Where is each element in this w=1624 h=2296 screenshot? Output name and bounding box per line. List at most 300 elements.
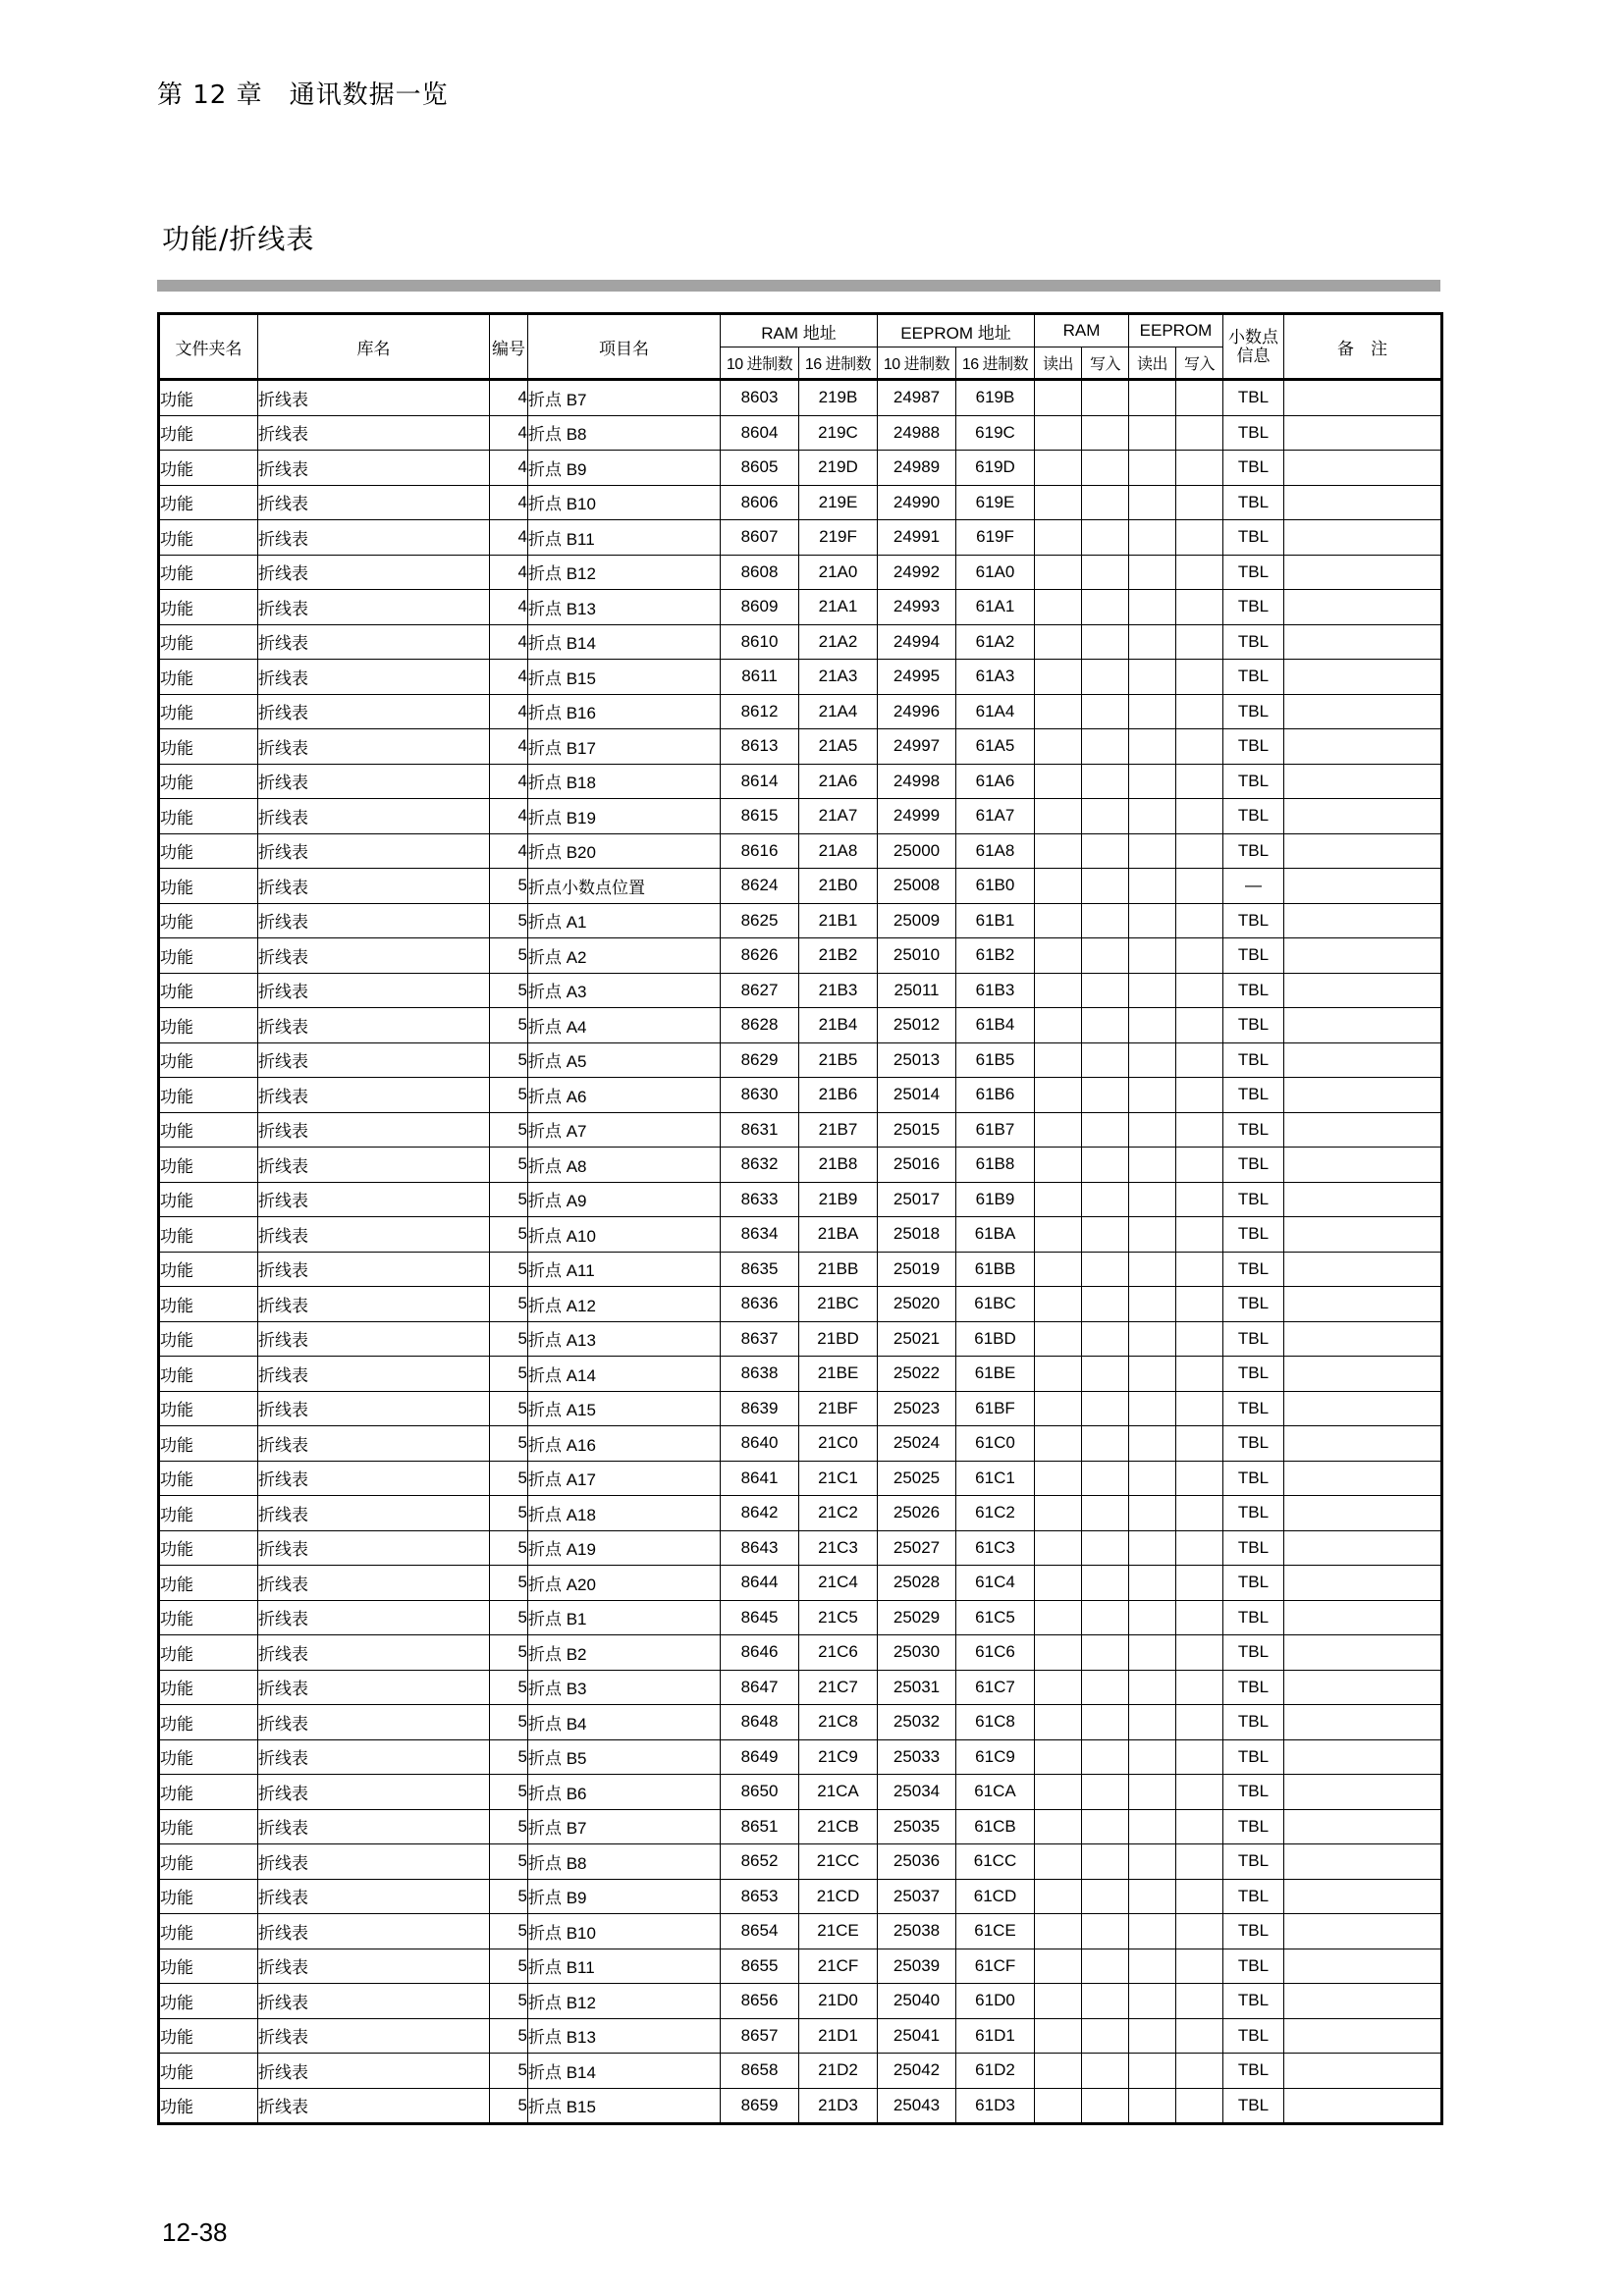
cell-ram-hex: 21D3 [799, 2088, 878, 2124]
cell-number: 5 [490, 1809, 528, 1844]
cell-eeprom-hex: 61BC [956, 1287, 1035, 1322]
cell-eeprom-hex: 61C7 [956, 1670, 1035, 1705]
cell-folder: 功能 [159, 1949, 258, 1984]
cell-ram-write [1082, 380, 1129, 416]
cell-number: 5 [490, 973, 528, 1008]
cell-item-name: 折点 B13 [528, 590, 721, 625]
cell-library: 折线表 [258, 451, 490, 486]
cell-decimal-info: TBL [1223, 1809, 1284, 1844]
cell-ram-hex: 21B0 [799, 869, 878, 904]
cell-eeprom-write [1176, 1844, 1223, 1880]
col-ram-address: RAM 地址 [721, 314, 878, 347]
cell-eeprom-dec: 25019 [878, 1252, 956, 1287]
cell-ram-write [1082, 590, 1129, 625]
cell-ram-read [1035, 1879, 1082, 1914]
cell-ram-dec: 8632 [721, 1148, 799, 1183]
cell-item-name: 折点 A5 [528, 1042, 721, 1078]
cell-eeprom-write [1176, 2054, 1223, 2089]
table-row [159, 869, 1442, 904]
cell-eeprom-read [1129, 1042, 1176, 1078]
table-row [159, 2088, 1442, 2124]
cell-eeprom-dec: 24992 [878, 555, 956, 590]
cell-eeprom-dec: 25028 [878, 1566, 956, 1601]
cell-library: 折线表 [258, 380, 490, 416]
cell-decimal-info: TBL [1223, 624, 1284, 660]
cell-eeprom-read [1129, 903, 1176, 938]
cell-ram-hex: 219E [799, 485, 878, 520]
cell-eeprom-write [1176, 1984, 1223, 2019]
cell-ram-write [1082, 520, 1129, 556]
cell-ram-read [1035, 1600, 1082, 1635]
cell-decimal-info: TBL [1223, 1252, 1284, 1287]
cell-decimal-info: TBL [1223, 1182, 1284, 1217]
cell-remarks [1284, 1008, 1442, 1043]
cell-eeprom-dec: 25011 [878, 973, 956, 1008]
cell-folder: 功能 [159, 1844, 258, 1880]
cell-folder: 功能 [159, 694, 258, 729]
cell-folder: 功能 [159, 1426, 258, 1462]
cell-decimal-info: TBL [1223, 451, 1284, 486]
cell-decimal-info: TBL [1223, 2018, 1284, 2054]
cell-eeprom-write [1176, 1461, 1223, 1496]
cell-eeprom-write [1176, 1879, 1223, 1914]
cell-library: 折线表 [258, 799, 490, 834]
cell-eeprom-dec: 25027 [878, 1530, 956, 1566]
cell-decimal-info: TBL [1223, 415, 1284, 451]
cell-item-name: 折点 B20 [528, 833, 721, 869]
cell-eeprom-write [1176, 1949, 1223, 1984]
cell-eeprom-read [1129, 799, 1176, 834]
cell-ram-write [1082, 555, 1129, 590]
cell-ram-read [1035, 2054, 1082, 2089]
cell-decimal-info: TBL [1223, 1775, 1284, 1810]
cell-eeprom-hex: 61CC [956, 1844, 1035, 1880]
cell-ram-read [1035, 1461, 1082, 1496]
cell-ram-read [1035, 1984, 1082, 2019]
cell-ram-dec: 8616 [721, 833, 799, 869]
cell-ram-dec: 8610 [721, 624, 799, 660]
cell-folder: 功能 [159, 2088, 258, 2124]
table-row [159, 1809, 1442, 1844]
cell-eeprom-dec: 24995 [878, 660, 956, 695]
cell-ram-hex: 21B7 [799, 1112, 878, 1148]
cell-library: 折线表 [258, 1879, 490, 1914]
cell-eeprom-read [1129, 451, 1176, 486]
cell-eeprom-dec: 24988 [878, 415, 956, 451]
cell-eeprom-read [1129, 938, 1176, 974]
cell-folder: 功能 [159, 485, 258, 520]
cell-eeprom-read [1129, 1635, 1176, 1671]
cell-ram-read [1035, 1705, 1082, 1740]
cell-library: 折线表 [258, 764, 490, 799]
cell-eeprom-write [1176, 1252, 1223, 1287]
cell-ram-dec: 8611 [721, 660, 799, 695]
table-row [159, 1600, 1442, 1635]
cell-number: 4 [490, 833, 528, 869]
cell-remarks [1284, 1809, 1442, 1844]
cell-item-name: 折点 B7 [528, 380, 721, 416]
col-decimal-info [1223, 314, 1284, 380]
col-eeprom-address: EEPROM 地址 [878, 314, 1035, 347]
cell-remarks [1284, 799, 1442, 834]
cell-folder: 功能 [159, 938, 258, 974]
cell-remarks [1284, 833, 1442, 869]
cell-eeprom-dec: 25033 [878, 1739, 956, 1775]
cell-remarks [1284, 520, 1442, 556]
cell-ram-write [1082, 938, 1129, 974]
cell-library: 折线表 [258, 1217, 490, 1253]
cell-library: 折线表 [258, 1252, 490, 1287]
cell-folder: 功能 [159, 833, 258, 869]
cell-decimal-info: TBL [1223, 1566, 1284, 1601]
cell-ram-dec: 8634 [721, 1217, 799, 1253]
col-number: 编号 [490, 314, 528, 380]
cell-eeprom-dec: 25020 [878, 1287, 956, 1322]
cell-ram-write [1082, 1078, 1129, 1113]
cell-number: 5 [490, 1357, 528, 1392]
table-row [159, 1914, 1442, 1949]
cell-ram-hex: 21CF [799, 1949, 878, 1984]
cell-item-name: 折点 A6 [528, 1078, 721, 1113]
table-row [159, 1949, 1442, 1984]
table-row [159, 555, 1442, 590]
cell-item-name: 折点 A1 [528, 903, 721, 938]
cell-eeprom-hex: 619E [956, 485, 1035, 520]
cell-ram-hex: 219C [799, 415, 878, 451]
cell-decimal-info: TBL [1223, 799, 1284, 834]
cell-eeprom-dec: 25035 [878, 1809, 956, 1844]
cell-eeprom-dec: 25032 [878, 1705, 956, 1740]
cell-eeprom-hex: 61CB [956, 1809, 1035, 1844]
cell-library: 折线表 [258, 1287, 490, 1322]
cell-folder: 功能 [159, 1008, 258, 1043]
cell-library: 折线表 [258, 1078, 490, 1113]
cell-folder: 功能 [159, 1287, 258, 1322]
cell-ram-hex: 219B [799, 380, 878, 416]
cell-number: 5 [490, 1879, 528, 1914]
cell-decimal-info: TBL [1223, 1287, 1284, 1322]
table-row [159, 973, 1442, 1008]
cell-item-name: 折点 A8 [528, 1148, 721, 1183]
cell-ram-hex: 21D1 [799, 2018, 878, 2054]
cell-remarks [1284, 694, 1442, 729]
cell-ram-dec: 8655 [721, 1949, 799, 1984]
cell-number: 5 [490, 1287, 528, 1322]
cell-number: 4 [490, 380, 528, 416]
cell-library: 折线表 [258, 1566, 490, 1601]
cell-eeprom-read [1129, 694, 1176, 729]
cell-decimal-info: TBL [1223, 660, 1284, 695]
cell-ram-read [1035, 1949, 1082, 1984]
cell-eeprom-read [1129, 2088, 1176, 2124]
cell-folder: 功能 [159, 1042, 258, 1078]
cell-library: 折线表 [258, 694, 490, 729]
cell-eeprom-write [1176, 694, 1223, 729]
cell-eeprom-dec: 25026 [878, 1496, 956, 1531]
cell-number: 4 [490, 729, 528, 765]
cell-ram-read [1035, 555, 1082, 590]
cell-ram-hex: 21B9 [799, 1182, 878, 1217]
cell-ram-dec: 8608 [721, 555, 799, 590]
cell-library: 折线表 [258, 1321, 490, 1357]
cell-eeprom-dec: 25021 [878, 1321, 956, 1357]
cell-ram-hex: 21C1 [799, 1461, 878, 1496]
cell-ram-hex: 21BC [799, 1287, 878, 1322]
cell-ram-write [1082, 1809, 1129, 1844]
cell-ram-hex: 21B8 [799, 1148, 878, 1183]
cell-item-name: 折点 B17 [528, 729, 721, 765]
cell-ram-hex: 21BA [799, 1217, 878, 1253]
cell-eeprom-hex: 61B5 [956, 1042, 1035, 1078]
table-row [159, 380, 1442, 416]
cell-ram-write [1082, 1635, 1129, 1671]
cell-library: 折线表 [258, 2018, 490, 2054]
cell-ram-read [1035, 1426, 1082, 1462]
cell-ram-write [1082, 1879, 1129, 1914]
cell-eeprom-dec: 25000 [878, 833, 956, 869]
cell-eeprom-hex: 61B3 [956, 973, 1035, 1008]
cell-ram-hex: 21BF [799, 1391, 878, 1426]
cell-ram-write [1082, 903, 1129, 938]
cell-ram-read [1035, 590, 1082, 625]
cell-folder: 功能 [159, 1078, 258, 1113]
cell-eeprom-hex: 61A1 [956, 590, 1035, 625]
cell-eeprom-read [1129, 729, 1176, 765]
cell-item-name: 折点 B3 [528, 1670, 721, 1705]
cell-eeprom-write [1176, 1775, 1223, 1810]
page-number: 12-38 [162, 2217, 228, 2247]
cell-eeprom-write [1176, 869, 1223, 904]
cell-decimal-info: TBL [1223, 1984, 1284, 2019]
cell-ram-read [1035, 1182, 1082, 1217]
cell-decimal-info: TBL [1223, 1008, 1284, 1043]
cell-item-name: 折点 B1 [528, 1600, 721, 1635]
cell-item-name: 折点 B11 [528, 520, 721, 556]
table-row [159, 1008, 1442, 1043]
table-row [159, 1635, 1442, 1671]
cell-ram-dec: 8658 [721, 2054, 799, 2089]
cell-eeprom-write [1176, 660, 1223, 695]
cell-folder: 功能 [159, 1112, 258, 1148]
cell-eeprom-hex: 61C3 [956, 1530, 1035, 1566]
cell-number: 5 [490, 1182, 528, 1217]
table-row [159, 1739, 1442, 1775]
cell-folder: 功能 [159, 1984, 258, 2019]
cell-eeprom-read [1129, 1391, 1176, 1426]
cell-eeprom-write [1176, 1496, 1223, 1531]
cell-item-name: 折点 A19 [528, 1530, 721, 1566]
cell-decimal-info: TBL [1223, 380, 1284, 416]
cell-ram-write [1082, 2088, 1129, 2124]
cell-eeprom-dec: 25043 [878, 2088, 956, 2124]
cell-eeprom-read [1129, 555, 1176, 590]
cell-eeprom-dec: 24990 [878, 485, 956, 520]
col-ram-dec: 10 进制数 [721, 347, 799, 380]
cell-ram-read [1035, 1357, 1082, 1392]
cell-ram-hex: 21C7 [799, 1670, 878, 1705]
cell-ram-dec: 8642 [721, 1496, 799, 1531]
cell-eeprom-dec: 25036 [878, 1844, 956, 1880]
cell-number: 4 [490, 624, 528, 660]
cell-remarks [1284, 2018, 1442, 2054]
cell-ram-read [1035, 1566, 1082, 1601]
cell-number: 5 [490, 1739, 528, 1775]
cell-remarks [1284, 764, 1442, 799]
table-header [159, 314, 1442, 380]
cell-eeprom-hex: 61A7 [956, 799, 1035, 834]
cell-ram-read [1035, 1042, 1082, 1078]
cell-ram-read [1035, 1775, 1082, 1810]
cell-decimal-info: TBL [1223, 1391, 1284, 1426]
cell-library: 折线表 [258, 1984, 490, 2019]
cell-eeprom-write [1176, 973, 1223, 1008]
cell-folder: 功能 [159, 520, 258, 556]
table-row [159, 415, 1442, 451]
cell-eeprom-write [1176, 1530, 1223, 1566]
cell-ram-write [1082, 1217, 1129, 1253]
table-row [159, 1426, 1442, 1462]
cell-eeprom-hex: 61CD [956, 1879, 1035, 1914]
cell-ram-write [1082, 1461, 1129, 1496]
cell-eeprom-write [1176, 1321, 1223, 1357]
cell-ram-dec: 8609 [721, 590, 799, 625]
communication-data-table [157, 312, 1443, 2125]
cell-folder: 功能 [159, 555, 258, 590]
cell-remarks [1284, 1984, 1442, 2019]
cell-eeprom-write [1176, 555, 1223, 590]
cell-number: 5 [490, 1252, 528, 1287]
cell-decimal-info: — [1223, 869, 1284, 904]
cell-library: 折线表 [258, 729, 490, 765]
cell-ram-read [1035, 1252, 1082, 1287]
cell-number: 5 [490, 2088, 528, 2124]
cell-decimal-info: TBL [1223, 1357, 1284, 1392]
cell-library: 折线表 [258, 1739, 490, 1775]
cell-ram-read [1035, 1496, 1082, 1531]
table-row [159, 660, 1442, 695]
chapter-heading: 第 12 章 通讯数据一览 [157, 80, 449, 110]
cell-ram-read [1035, 1148, 1082, 1183]
cell-number: 5 [490, 1775, 528, 1810]
cell-item-name: 折点 B12 [528, 1984, 721, 2019]
cell-eeprom-dec: 25008 [878, 869, 956, 904]
cell-eeprom-write [1176, 1078, 1223, 1113]
cell-folder: 功能 [159, 1391, 258, 1426]
col-eeprom: EEPROM [1129, 314, 1223, 347]
cell-ram-write [1082, 1042, 1129, 1078]
cell-eeprom-write [1176, 1042, 1223, 1078]
cell-eeprom-dec: 25037 [878, 1879, 956, 1914]
col-decimal-info-line1: 小数点 [1228, 328, 1278, 347]
cell-eeprom-read [1129, 380, 1176, 416]
cell-folder: 功能 [159, 1357, 258, 1392]
cell-eeprom-read [1129, 1461, 1176, 1496]
cell-eeprom-dec: 25025 [878, 1461, 956, 1496]
cell-eeprom-read [1129, 833, 1176, 869]
cell-ram-dec: 8653 [721, 1879, 799, 1914]
cell-ram-hex: 21A3 [799, 660, 878, 695]
cell-eeprom-dec: 25023 [878, 1391, 956, 1426]
cell-library: 折线表 [258, 1775, 490, 1810]
cell-library: 折线表 [258, 415, 490, 451]
cell-library: 折线表 [258, 1426, 490, 1462]
cell-ram-read [1035, 799, 1082, 834]
cell-number: 5 [490, 869, 528, 904]
cell-number: 4 [490, 415, 528, 451]
cell-ram-write [1082, 1844, 1129, 1880]
cell-ram-write [1082, 451, 1129, 486]
cell-ram-dec: 8630 [721, 1078, 799, 1113]
cell-number: 4 [490, 764, 528, 799]
cell-eeprom-read [1129, 1078, 1176, 1113]
table-row [159, 1182, 1442, 1217]
cell-eeprom-write [1176, 1391, 1223, 1426]
cell-ram-dec: 8645 [721, 1600, 799, 1635]
cell-item-name: 折点 A14 [528, 1357, 721, 1392]
cell-ram-read [1035, 380, 1082, 416]
cell-number: 5 [490, 1530, 528, 1566]
cell-library: 折线表 [258, 1914, 490, 1949]
cell-ram-read [1035, 1321, 1082, 1357]
cell-ram-write [1082, 485, 1129, 520]
cell-remarks [1284, 1775, 1442, 1810]
cell-folder: 功能 [159, 1182, 258, 1217]
cell-number: 4 [490, 590, 528, 625]
cell-library: 折线表 [258, 1670, 490, 1705]
cell-folder: 功能 [159, 1566, 258, 1601]
cell-number: 5 [490, 1984, 528, 2019]
col-eeprom-dec: 10 进制数 [878, 347, 956, 380]
cell-eeprom-hex: 61C5 [956, 1600, 1035, 1635]
table-row [159, 1844, 1442, 1880]
cell-folder: 功能 [159, 2018, 258, 2054]
cell-item-name: 折点 A7 [528, 1112, 721, 1148]
cell-remarks [1284, 1042, 1442, 1078]
cell-eeprom-read [1129, 520, 1176, 556]
cell-eeprom-hex: 61CA [956, 1775, 1035, 1810]
cell-ram-dec: 8636 [721, 1287, 799, 1322]
cell-eeprom-dec: 25013 [878, 1042, 956, 1078]
cell-ram-dec: 8641 [721, 1461, 799, 1496]
cell-remarks [1284, 1357, 1442, 1392]
cell-library: 折线表 [258, 1530, 490, 1566]
col-eeprom-hex: 16 进制数 [956, 347, 1035, 380]
cell-remarks [1284, 1426, 1442, 1462]
cell-remarks [1284, 555, 1442, 590]
cell-item-name: 折点 A20 [528, 1566, 721, 1601]
cell-decimal-info: TBL [1223, 1496, 1284, 1531]
cell-eeprom-write [1176, 938, 1223, 974]
table-row [159, 1670, 1442, 1705]
cell-number: 5 [490, 1112, 528, 1148]
cell-decimal-info: TBL [1223, 1148, 1284, 1183]
cell-ram-write [1082, 1112, 1129, 1148]
cell-ram-read [1035, 415, 1082, 451]
cell-eeprom-read [1129, 415, 1176, 451]
cell-folder: 功能 [159, 1321, 258, 1357]
cell-decimal-info: TBL [1223, 1844, 1284, 1880]
cell-decimal-info: TBL [1223, 555, 1284, 590]
cell-ram-dec: 8635 [721, 1252, 799, 1287]
table-row [159, 485, 1442, 520]
cell-remarks [1284, 1566, 1442, 1601]
cell-item-name: 折点 B10 [528, 485, 721, 520]
cell-eeprom-read [1129, 1809, 1176, 1844]
table-row [159, 1252, 1442, 1287]
cell-number: 4 [490, 660, 528, 695]
cell-decimal-info: TBL [1223, 1112, 1284, 1148]
cell-ram-write [1082, 1914, 1129, 1949]
